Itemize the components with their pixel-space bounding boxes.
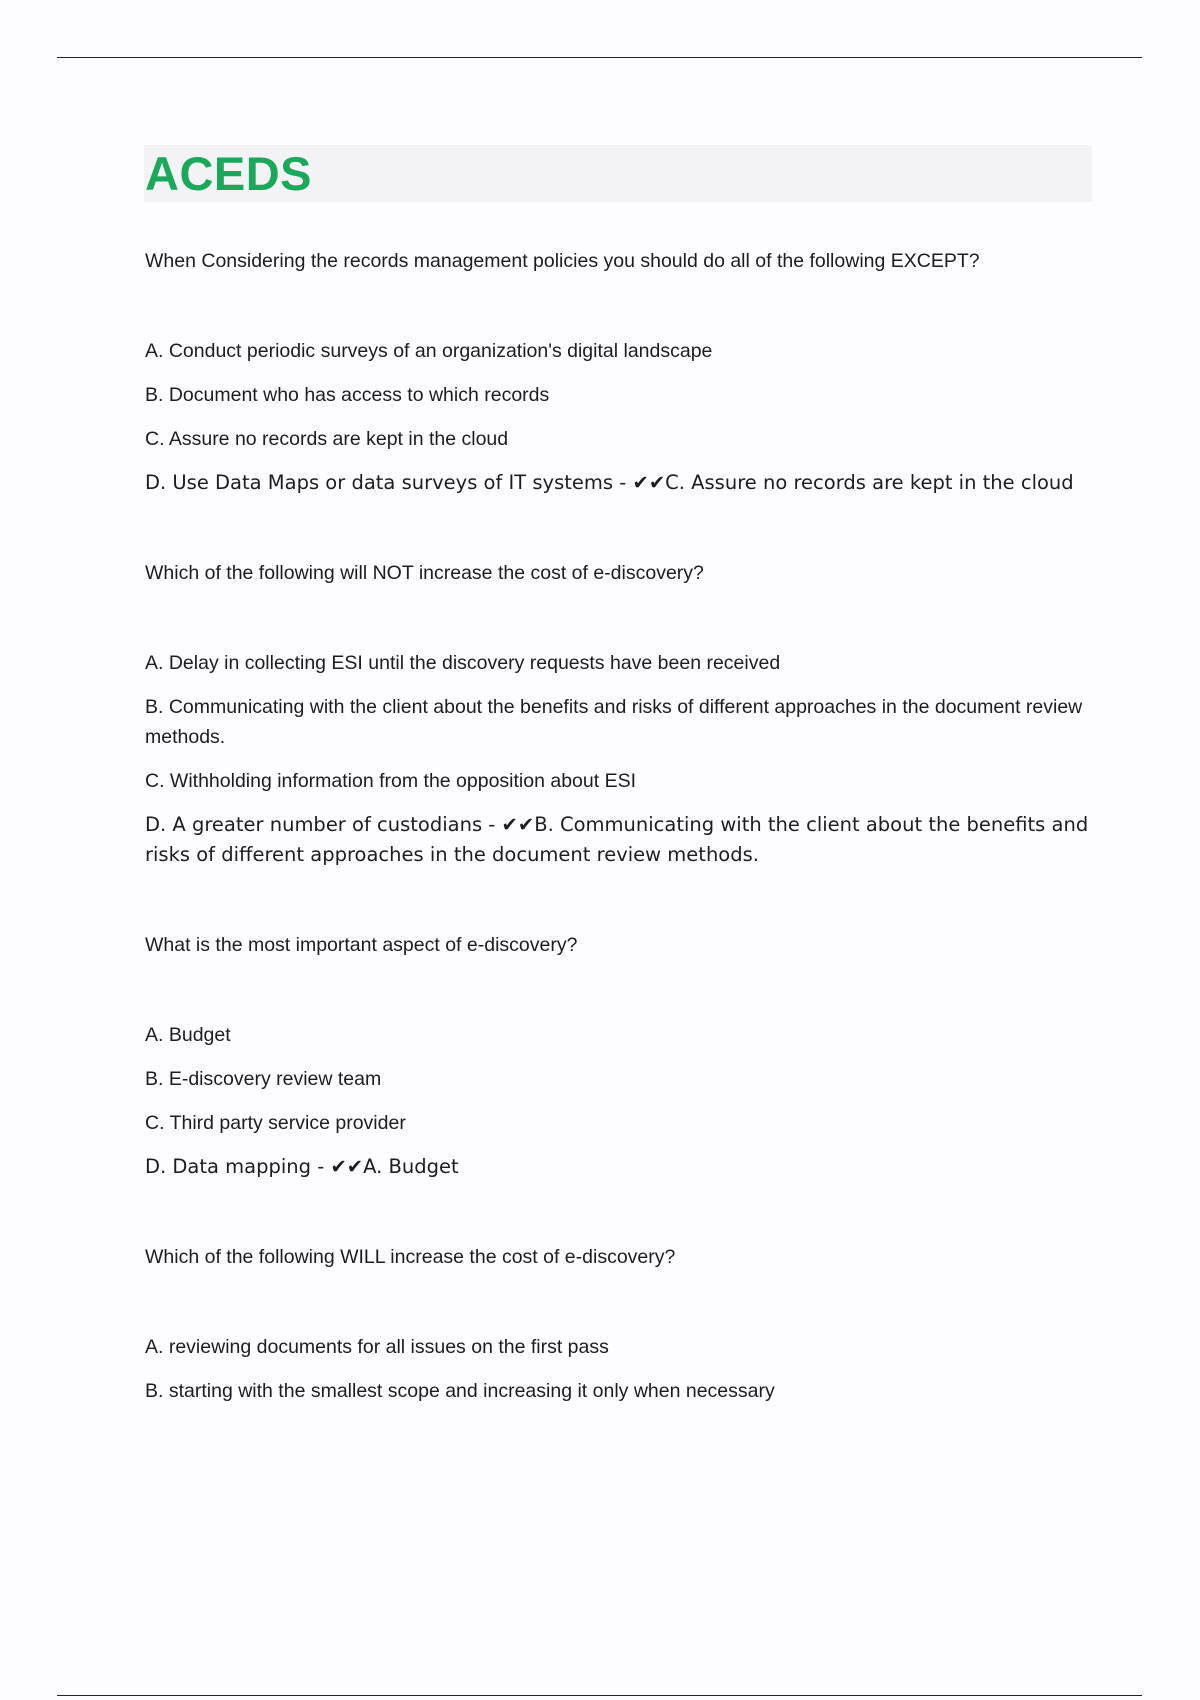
document-body [145, 246, 1095, 1420]
option-a: A. Conduct periodic surveys of an organization's digital landscape [145, 340, 713, 362]
question-text: What is the most important aspect of e-discovery? [145, 934, 578, 956]
question-block-2 [145, 558, 1095, 870]
question-text: Which of the following will NOT increase the cost of e-discovery? [145, 562, 704, 584]
option-d-with-answer: D. Data mapping - ✔✔A. Budget [145, 1155, 459, 1178]
option-a: A. Delay in collecting ESI until the discovery requests have been received [145, 652, 781, 674]
option-d-with-answer: D. Use Data Maps or data surveys of IT systems - ✔✔C. Assure no records are kept in the cloud [145, 471, 1074, 494]
question-text: When Considering the records management policies you should do all of the following EXCEPT? [145, 250, 980, 272]
option-b: B. starting with the smallest scope and increasing it only when necessary [145, 1380, 775, 1402]
option-b: B. Document who has access to which records [145, 384, 550, 406]
option-c: C. Third party service provider [145, 1112, 406, 1134]
option-a: A. reviewing documents for all issues on the first pass [145, 1336, 609, 1358]
option-b: B. E-discovery review team [145, 1068, 382, 1090]
option-c: C. Withholding information from the opposition about ESI [145, 770, 637, 792]
question-block-4 [145, 1242, 1095, 1406]
option-d-with-answer: D. A greater number of custodians - ✔✔B. Communicating with the client about the benefits and risks of different approaches in the document review methods. [145, 813, 1089, 866]
question-block-1 [145, 246, 1095, 498]
question-text: Which of the following WILL increase the cost of e-discovery? [145, 1246, 676, 1268]
bottom-rule [57, 1695, 1142, 1696]
option-a: A. Budget [145, 1024, 231, 1046]
option-c: C. Assure no records are kept in the cloud [145, 428, 509, 450]
option-b: B. Communicating with the client about the benefits and risks of different approaches in the document review methods. [145, 696, 1083, 748]
document-title: ACEDS [145, 147, 313, 200]
top-rule [57, 57, 1142, 58]
question-block-3 [145, 930, 1095, 1182]
